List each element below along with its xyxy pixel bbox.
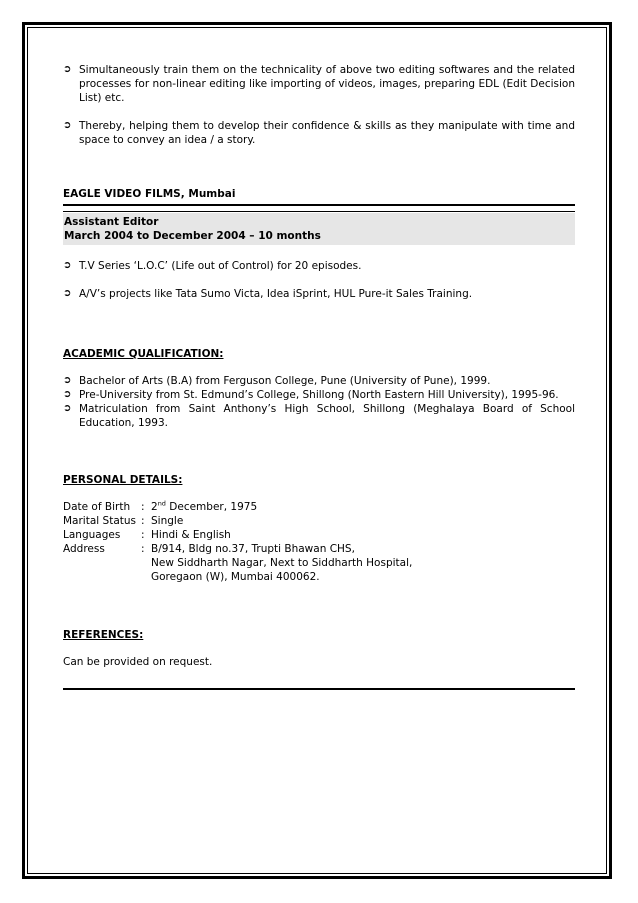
dob-rest: December, 1975	[165, 501, 258, 513]
intro-bullet-text: Simultaneously train them on the technicality of above two editing softwares and the related processes for non-linear editing like importing of videos, images, preparing EDL (Edit Decision List) etc.	[79, 64, 575, 104]
arrow-bullet-icon: ➲	[63, 64, 72, 75]
languages-label: Languages	[63, 529, 121, 541]
intro-bullet	[63, 119, 575, 147]
arrow-bullet-icon: ➲	[63, 260, 72, 271]
address-label: Address	[63, 543, 105, 555]
dob-day: 2	[151, 501, 158, 513]
personal-details	[63, 500, 575, 584]
dob-value	[151, 500, 575, 514]
colon: :	[141, 529, 145, 541]
address-line: Goregaon (W), Mumbai 400062.	[151, 571, 320, 583]
address-row	[63, 542, 575, 584]
dob-label: Date of Birth	[63, 501, 131, 513]
project-bullet	[63, 259, 575, 273]
arrow-bullet-icon: ➲	[63, 403, 72, 414]
academic-item-text: Pre-University from St. Edmund’s College, Shillong (North Eastern Hill University), 1995-96.	[79, 389, 559, 401]
personal-heading: PERSONAL DETAILS:	[63, 474, 183, 486]
intro-bullet-text: Thereby, helping them to develop their confidence & skills as they manipulate with time and space to convey an idea / a story.	[79, 120, 575, 146]
address-line: New Siddharth Nagar, Next to Siddharth Hospital,	[151, 557, 413, 569]
bottom-divider	[63, 688, 575, 690]
academic-item	[63, 388, 575, 402]
dob-suffix: nd	[157, 499, 166, 508]
employer-divider	[63, 204, 575, 212]
project-bullet	[63, 287, 575, 301]
academic-item	[63, 374, 575, 388]
role-title: Assistant Editor	[64, 216, 159, 228]
resume-content	[63, 60, 575, 690]
arrow-bullet-icon: ➲	[63, 288, 72, 299]
marital-row	[63, 514, 575, 528]
address-value	[151, 542, 575, 584]
employer-name: EAGLE VIDEO FILMS, Mumbai	[63, 188, 236, 200]
academic-item	[63, 402, 575, 430]
dob-row	[63, 500, 575, 514]
references-text: Can be provided on request.	[63, 656, 213, 668]
colon: :	[141, 501, 145, 513]
colon: :	[141, 515, 145, 527]
marital-label: Marital Status	[63, 515, 136, 527]
role-period: March 2004 to December 2004 – 10 months	[64, 230, 321, 242]
languages-row	[63, 528, 575, 542]
arrow-bullet-icon: ➲	[63, 375, 72, 386]
arrow-bullet-icon: ➲	[63, 120, 72, 131]
academic-item-text: Bachelor of Arts (B.A) from Ferguson College, Pune (University of Pune), 1999.	[79, 375, 491, 387]
languages-value: Hindi & English	[151, 529, 231, 541]
project-bullet-text: T.V Series ‘L.O.C’ (Life out of Control) for 20 episodes.	[79, 260, 362, 272]
address-line: B/914, Bldg no.37, Trupti Bhawan CHS,	[151, 543, 355, 555]
references-heading: REFERENCES:	[63, 629, 144, 641]
project-bullet-text: A/V’s projects like Tata Sumo Victa, Idea iSprint, HUL Pure-it Sales Training.	[79, 288, 473, 300]
intro-bullet	[63, 63, 575, 105]
academic-heading: ACADEMIC QUALIFICATION:	[63, 348, 224, 360]
marital-value: Single	[151, 515, 184, 527]
arrow-bullet-icon: ➲	[63, 389, 72, 400]
colon: :	[141, 543, 145, 555]
academic-item-text: Matriculation from Saint Anthony’s High School, Shillong (Meghalaya Board of School Education, 1993.	[79, 403, 575, 429]
role-box	[63, 213, 575, 245]
